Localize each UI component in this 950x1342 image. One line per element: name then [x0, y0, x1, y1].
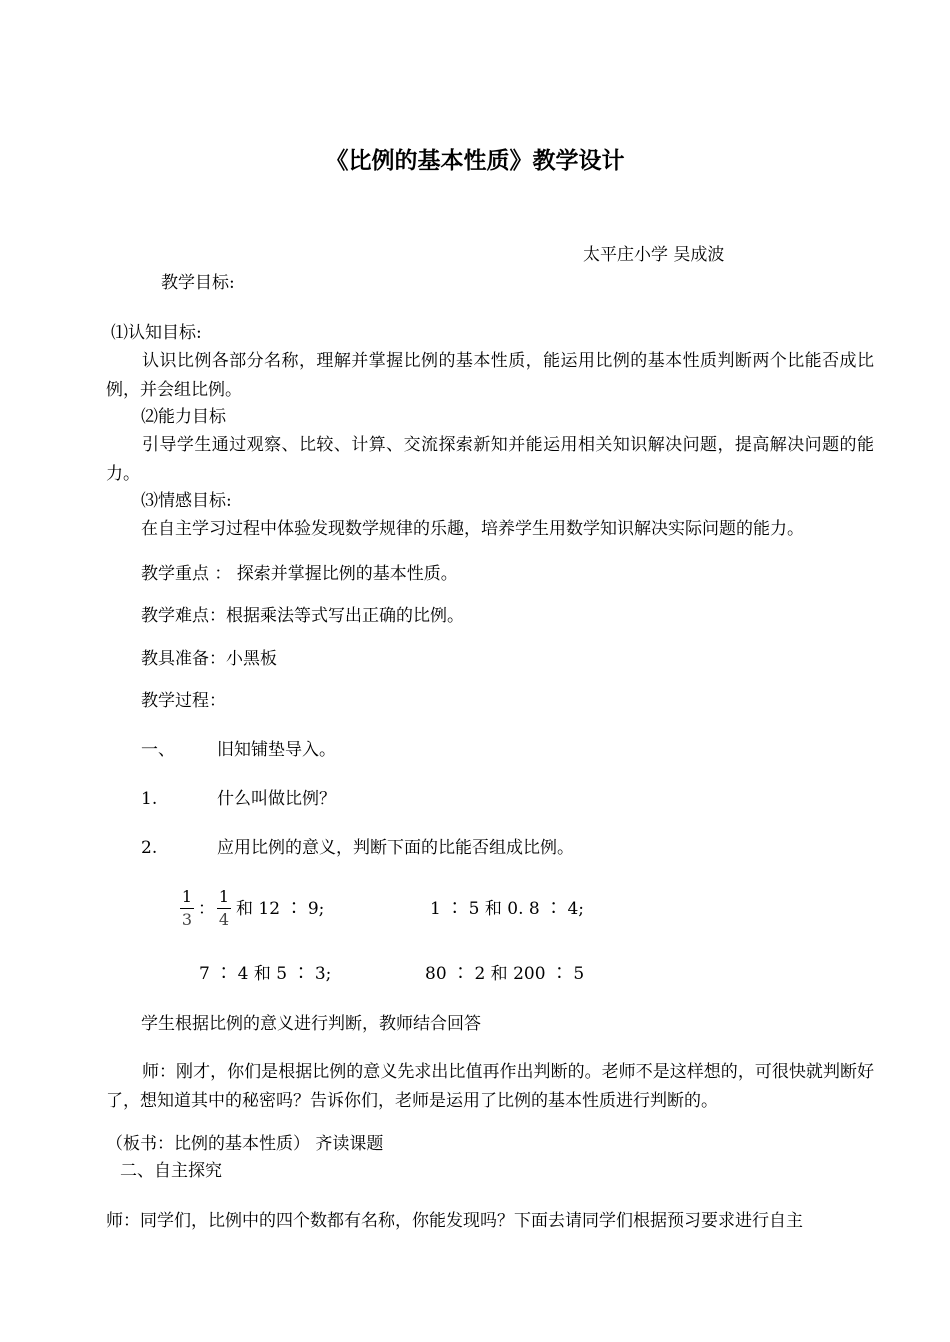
question2-text: 应用比例的意义，判断下面的比能否组成比例。: [217, 838, 574, 858]
process-heading: 教学过程：: [141, 691, 226, 711]
example4: 80 ∶ 2 和 200 ∶ 5: [425, 964, 585, 984]
teacher-paragraph: 师：刚才，你们是根据比例的意义先求出比值再作出判断的。老师不是这样想的，可很快就判断好了，想知道其中的秘密吗？告诉你们，老师是运用了比例的基本性质进行判断的。: [106, 1062, 874, 1111]
fraction-one-third: [179, 887, 195, 930]
fraction-bar: [217, 908, 231, 909]
section2-heading: 二、自主探究: [120, 1161, 222, 1181]
example3: 7 ∶ 4 和 5 ∶ 3;: [199, 964, 332, 984]
step1-text: 旧知铺垫导入。: [217, 740, 336, 760]
fraction-denominator: 3: [181, 910, 193, 929]
fraction-bar: [180, 908, 194, 909]
fraction-numerator: 1: [181, 887, 193, 906]
last-line: 师：同学们，比例中的四个数都有名称，你能发现吗？下面去请同学们根据预习要求进行自主: [106, 1211, 803, 1231]
student-judge-line: 学生根据比例的意义进行判断，教师结合回答: [141, 1014, 481, 1034]
document-title: 《比例的基本性质》教学设计: [325, 148, 625, 174]
cognitive-text: 认识比例各部分名称，理解并掌握比例的基本性质，能运用比例的基本性质判断两个比能否成比例，并会组比例。: [106, 351, 874, 400]
emotion-text: 在自主学习过程中体验发现数学规律的乐趣，培养学生用数学知识解决实际问题的能力。: [141, 519, 804, 539]
question1-text: 什么叫做比例？: [217, 789, 336, 809]
emotion-heading: ⑶情感目标:: [141, 491, 232, 511]
cognitive-heading: ⑴认知目标:: [111, 323, 202, 343]
question2-number: 2.: [141, 838, 158, 858]
author-line: 太平庄小学 吴成波: [583, 245, 725, 265]
ability-heading: ⑵能力目标: [141, 407, 226, 427]
example1-rest: 和 12 ∶ 9;: [236, 899, 325, 919]
step1-number: 一、: [141, 740, 175, 760]
fraction-one-fourth: [216, 887, 232, 930]
fraction-denominator: 4: [218, 910, 230, 929]
difficulty: 教学难点：根据乘法等式写出正确的比例。: [141, 606, 464, 626]
ability-text: 引导学生通过观察、比较、计算、交流探索新知并能运用相关知识解决问题，提高解决问题的能力。: [106, 435, 874, 484]
key-point: 教学重点 ： 探索并掌握比例的基本性质。: [141, 564, 458, 584]
fraction-numerator: 1: [218, 887, 230, 906]
example2: 1 ∶ 5 和 0. 8 ∶ 4;: [430, 899, 585, 919]
question1-number: 1.: [141, 789, 158, 809]
objectives-heading: 教学目标:: [161, 273, 235, 293]
ratio-colon: ：: [198, 899, 215, 919]
tools: 教具准备：小黑板: [141, 649, 277, 669]
board-note: （板书：比例的基本性质） 齐读课题: [106, 1134, 384, 1154]
